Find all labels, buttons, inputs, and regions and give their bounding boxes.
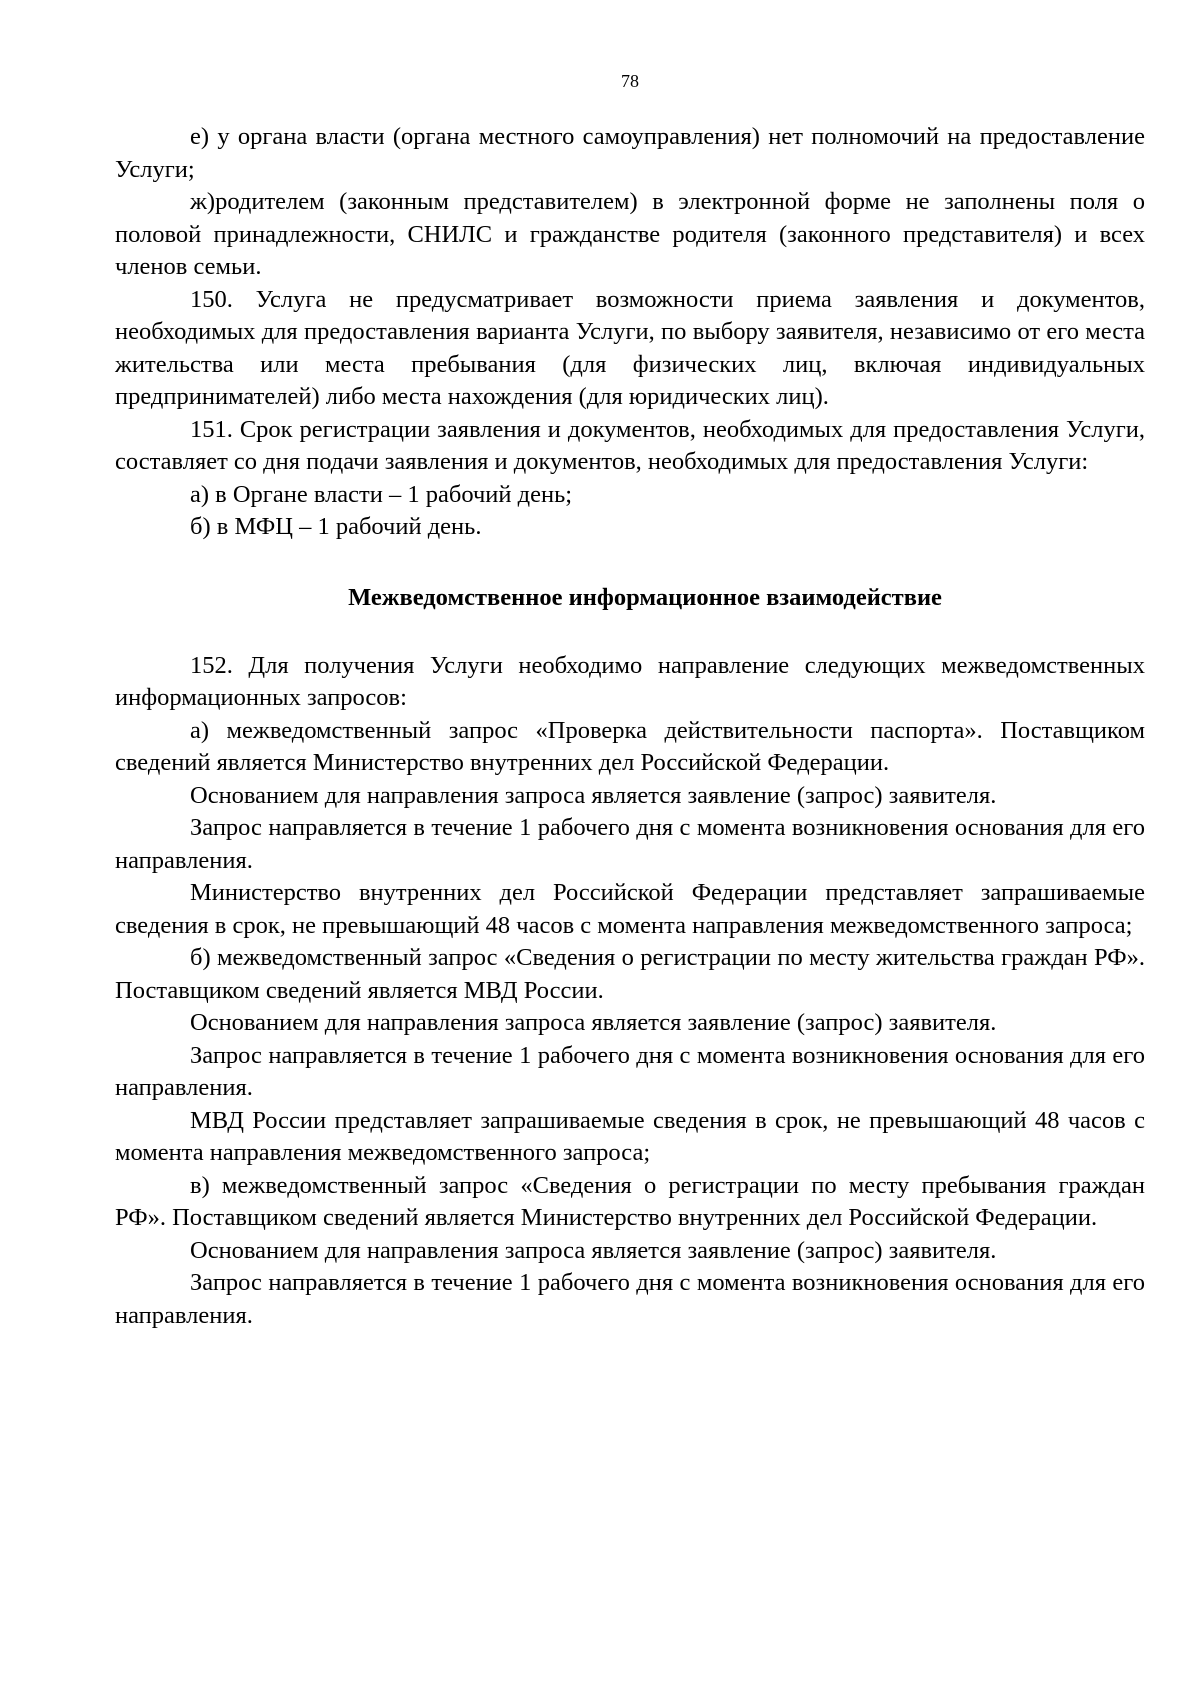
paragraph-152-b-timing: Запрос направляется в течение 1 рабочего дня с момента возникновения основания для его направления.: [115, 1041, 1145, 1101]
paragraph-151-b: б) в МФЦ – 1 рабочий день.: [190, 513, 482, 540]
paragraph-152-v: в) межведомственный запрос «Сведения о регистрации по месту пребывания граждан РФ». Поставщиком сведений является Министерство внутренних дел Российской Федерации.: [115, 1171, 1145, 1231]
paragraph-item-e: е) у органа власти (органа местного самоуправления) нет полномочий на предоставление Услуги;: [115, 123, 1145, 183]
paragraph-151: 151. Срок регистрации заявления и документов, необходимых для предоставления Услуги, составляет со дня подачи заявления и документов, необходимых для предоставления Услуги:: [115, 415, 1145, 475]
paragraph-152-b-response: МВД России представляет запрашиваемые сведения в срок, не превышающий 48 часов с момента направления межведомственного запроса;: [115, 1106, 1145, 1166]
paragraph-152-a-response: Министерство внутренних дел Российской Федерации представляет запрашиваемые сведения в срок, не превышающий 48 часов с момента направления межведомственного запроса;: [115, 879, 1145, 939]
paragraph-152-a: а) межведомственный запрос «Проверка действительности паспорта». Поставщиком сведений является Министерство внутренних дел Российской Федерации.: [115, 716, 1145, 776]
page-number: 78: [621, 71, 639, 91]
document-body: [115, 121, 1145, 1332]
paragraph-152-b-basis: Основанием для направления запроса является заявление (запрос) заявителя.: [190, 1009, 997, 1036]
section-heading: Межведомственное информационное взаимодействие: [348, 583, 942, 611]
paragraph-152-b: б) межведомственный запрос «Сведения о регистрации по месту жительства граждан РФ». Поставщиком сведений является МВД России.: [115, 944, 1145, 1004]
paragraph-151-a: а) в Органе власти – 1 рабочий день;: [190, 480, 573, 508]
paragraph-152-v-basis: Основанием для направления запроса является заявление (запрос) заявителя.: [190, 1236, 997, 1264]
paragraph-152-a-timing: Запрос направляется в течение 1 рабочего дня с момента возникновения основания для его направления.: [115, 814, 1145, 874]
paragraph-152-v-timing: Запрос направляется в течение 1 рабочего дня с момента возникновения основания для его направления.: [115, 1269, 1145, 1329]
paragraph-152: 152. Для получения Услуги необходимо направление следующих межведомственных информационных запросов:: [115, 651, 1145, 711]
paragraph-152-a-basis: Основанием для направления запроса является заявление (запрос) заявителя.: [190, 781, 997, 809]
paragraph-item-zh: ж)родителем (законным представителем) в электронной форме не заполнены поля о половой принадлежности, СНИЛС и гражданстве родителя (законного представителя) и всех членов семьи.: [115, 188, 1145, 280]
paragraph-150: 150. Услуга не предусматривает возможности приема заявления и документов, необходимых для предоставления варианта Услуги, по выбору заявителя, независимо от его места жительства или места пребывания (для физических лиц, включая индивидуальных предпринимателей) либо места нахождения (для юридических лиц).: [115, 285, 1145, 410]
